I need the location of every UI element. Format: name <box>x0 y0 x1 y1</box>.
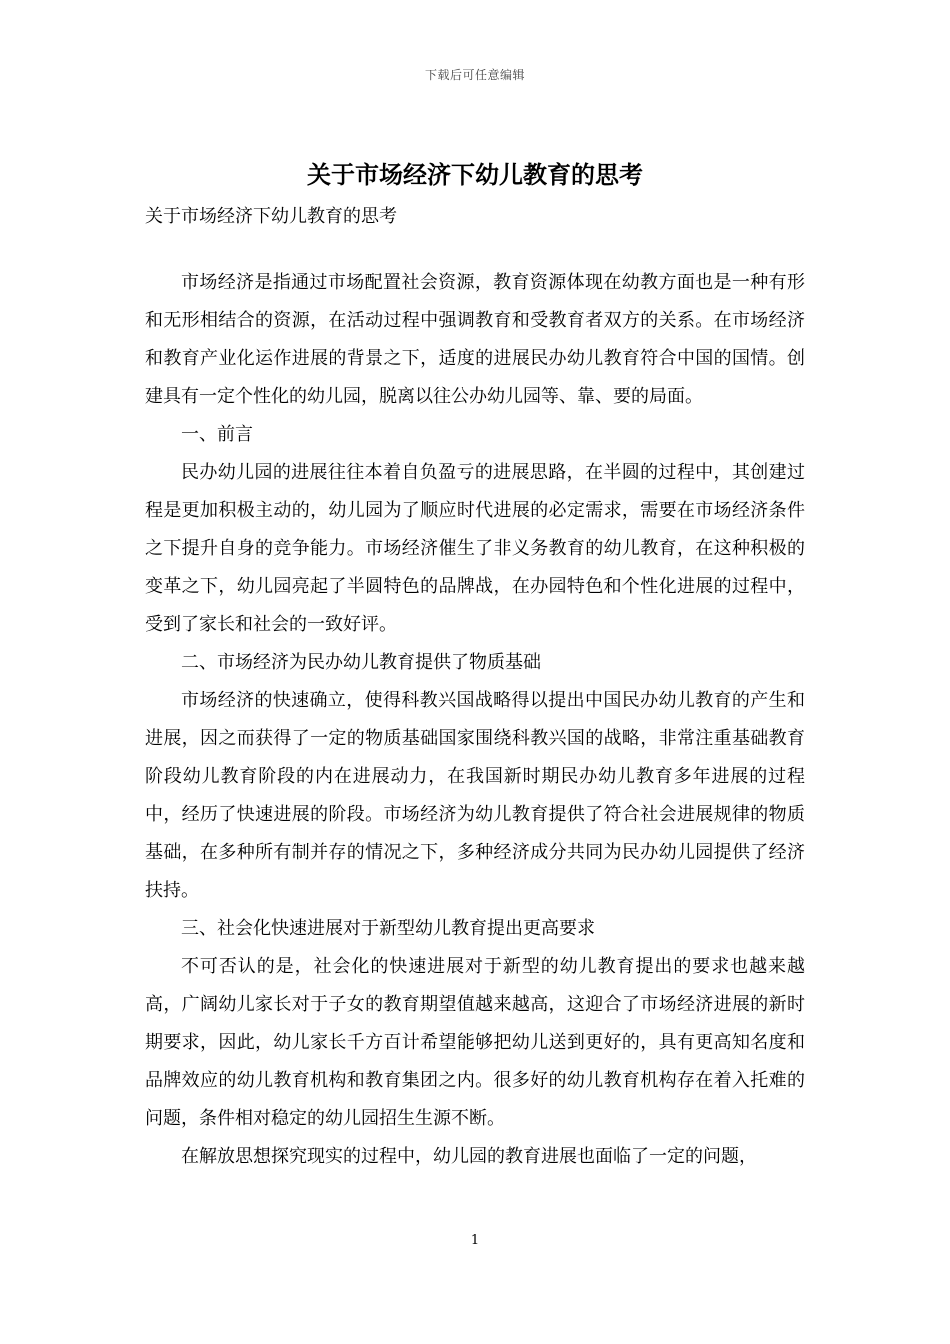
section-heading-material-basis: 二、市场经济为民办幼儿教育提供了物质基础 <box>181 652 541 673</box>
paragraph-continuation: 在解放思想探究现实的过程中，幼儿园的教育进展也面临了一定的问题， <box>181 1146 757 1167</box>
paragraph-higher-requirements: 不可否认的是，社会化的快速进展对于新型的幼儿教育提出的要求也越来越高，广阔幼儿家长对于子女的教育期望值越来越高，这迎合了市场经济进展的新时期要求，因此，幼儿家长千方百计希望能够把幼儿送到更好的，具有更高知名度和品牌效应的幼儿教育机构和教育集团之内。很多好的幼儿教育机构存在着入托难的问题，条件相对稳定的幼儿园招生生源不断。 <box>145 956 805 1129</box>
document-body <box>145 264 805 1176</box>
document-subtitle: 关于市场经济下幼儿教育的思考 <box>145 206 397 227</box>
section-heading-higher-requirements: 三、社会化快速进展对于新型幼儿教育提出更高要求 <box>181 918 595 939</box>
paragraph-preface: 民办幼儿园的进展往往本着自负盈亏的进展思路，在半圆的过程中，其创建过程是更加积极主动的，幼儿园为了顺应时代进展的必定需求，需要在市场经济条件之下提升自身的竞争能力。市场经济催生了非义务教育的幼儿教育，在这种积极的变革之下，幼儿园亮起了半圆特色的品牌战，在办园特色和个性化进展的过程中，受到了家长和社会的一致好评。 <box>145 462 805 635</box>
paragraph-intro: 市场经济是指通过市场配置社会资源，教育资源体现在幼教方面也是一种有形和无形相结合的资源，在活动过程中强调教育和受教育者双方的关系。在市场经济和教育产业化运作进展的背景之下，适度的进展民办幼儿教育符合中国的国情。创建具有一定个性化的幼儿园，脱离以往公办幼儿园等、靠、要的局面。 <box>145 272 805 407</box>
paragraph-material-basis: 市场经济的快速确立，使得科教兴国战略得以提出中国民办幼儿教育的产生和进展，因之而获得了一定的物质基础国家围绕科教兴国的战略，非常注重基础教育阶段幼儿教育阶段的内在进展动力，在我国新时期民办幼儿教育多年进展的过程中，经历了快速进展的阶段。市场经济为幼儿教育提供了符合社会进展规律的物质基础，在多种所有制并存的情况之下，多种经济成分共同为民办幼儿园提供了经济扶持。 <box>145 690 805 901</box>
page-header-note: 下载后可任意编辑 <box>424 68 525 82</box>
document-title: 关于市场经济下幼儿教育的思考 <box>307 160 643 189</box>
section-heading-preface: 一、前言 <box>181 424 253 445</box>
page-number: 1 <box>470 1233 480 1248</box>
